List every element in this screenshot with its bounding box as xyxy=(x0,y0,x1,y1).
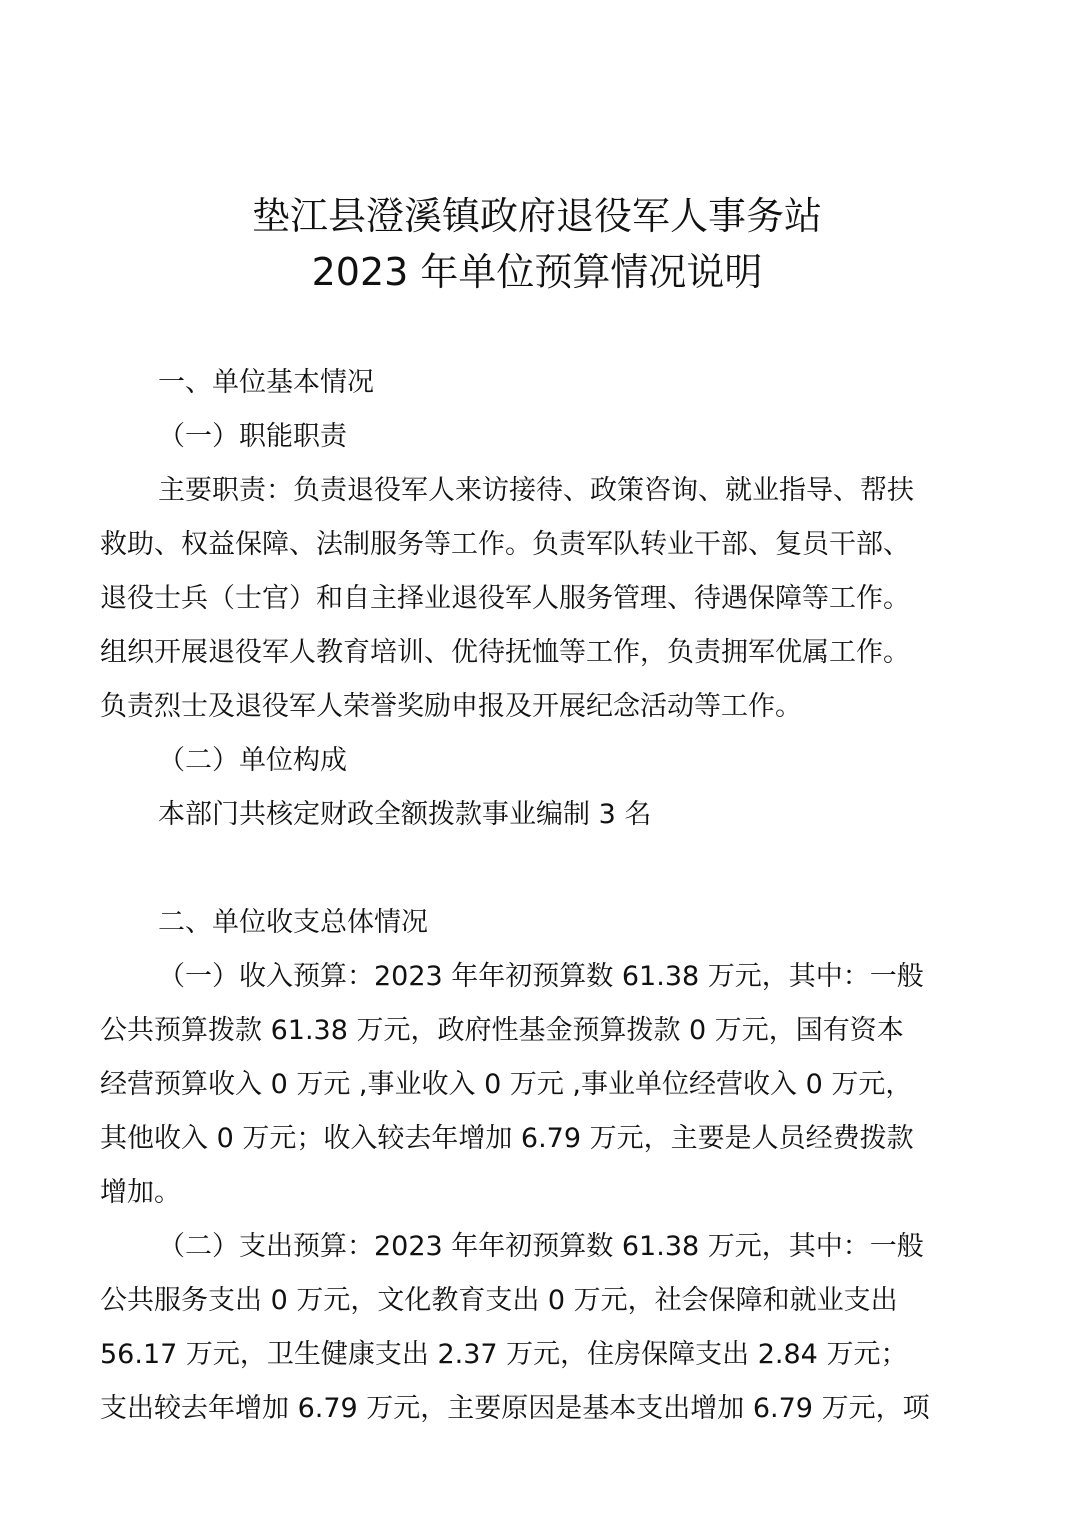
paragraph-line: 增加。 xyxy=(100,1177,181,1208)
paragraph-line: 经营预算收入 0 万元 ,事业收入 0 万元 ,事业单位经营收入 0 万元， xyxy=(100,1069,913,1100)
title-line-1: 垫江县澄溪镇政府退役军人事务站 xyxy=(251,194,822,238)
section-heading-basic-info: 一、单位基本情况 xyxy=(158,367,374,398)
paragraph-line: 公共预算拨款 61.38 万元，政府性基金预算拨款 0 万元，国有资本 xyxy=(100,1015,904,1046)
subheading-duties: （一）职能职责 xyxy=(158,421,347,452)
paragraph-line: （一）收入预算：2023 年年初预算数 61.38 万元，其中：一般 xyxy=(158,961,924,992)
paragraph-line: 其他收入 0 万元；收入较去年增加 6.79 万元，主要是人员经费拨款 xyxy=(100,1123,914,1154)
paragraph-line: 主要职责：负责退役军人来访接待、政策咨询、就业指导、帮扶 xyxy=(158,475,914,506)
paragraph-line: 组织开展退役军人教育培训、优待抚恤等工作，负责拥军优属工作。 xyxy=(100,637,910,668)
paragraph-line: （二）支出预算：2023 年年初预算数 61.38 万元，其中：一般 xyxy=(158,1231,924,1262)
spacer xyxy=(100,842,980,896)
document-title xyxy=(0,188,1074,300)
paragraph-line: 56.17 万元，卫生健康支出 2.37 万元，住房保障支出 2.84 万元； xyxy=(100,1339,908,1370)
paragraph-line: 救助、权益保障、法制服务等工作。负责军队转业干部、复员干部、 xyxy=(100,529,910,560)
paragraph-line: 负责烈士及退役军人荣誉奖励申报及开展纪念活动等工作。 xyxy=(100,691,802,722)
paragraph-line: 公共服务支出 0 万元，文化教育支出 0 万元，社会保障和就业支出 xyxy=(100,1285,898,1316)
section-heading-budget-overview: 二、单位收支总体情况 xyxy=(158,907,428,938)
subheading-composition: （二）单位构成 xyxy=(158,745,347,776)
paragraph-line: 退役士兵（士官）和自主择业退役军人服务管理、待遇保障等工作。 xyxy=(100,583,910,614)
document-body xyxy=(100,356,980,1436)
paragraph-line: 支出较去年增加 6.79 万元，主要原因是基本支出增加 6.79 万元，项 xyxy=(100,1393,930,1424)
title-line-2: 2023 年单位预算情况说明 xyxy=(311,250,763,294)
paragraph-line: 本部门共核定财政全额拨款事业编制 3 名 xyxy=(158,799,652,830)
